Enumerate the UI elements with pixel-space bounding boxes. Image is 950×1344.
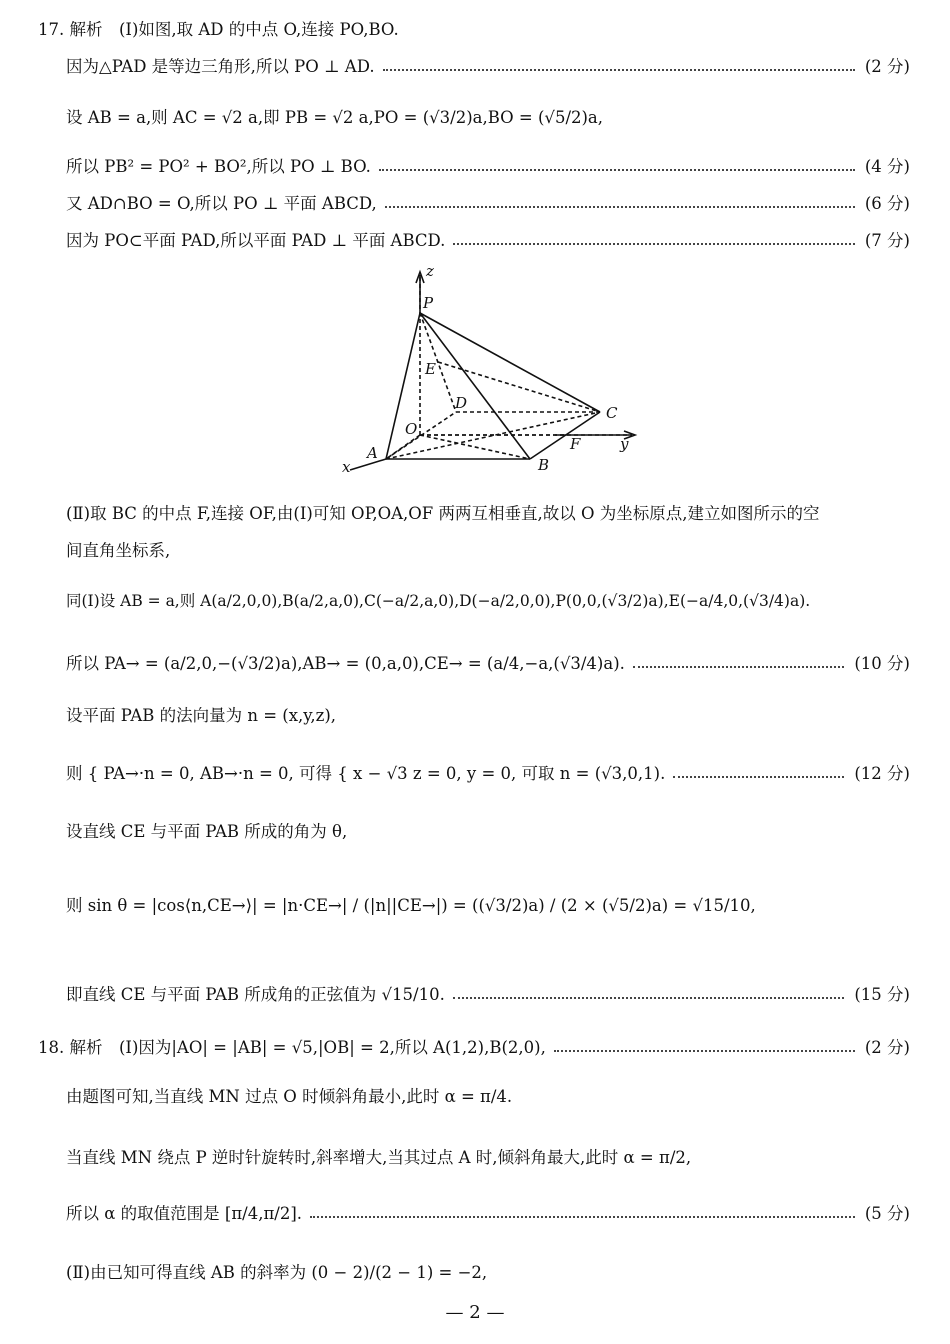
q17-angle-def: 设直线 CE 与平面 PAB 所成的角为 θ, [66,822,348,841]
score: (7 分) [864,231,910,250]
q17-normal-vector: 设平面 PAB 的法向量为 n = (x,y,z), [66,706,337,725]
q18-intro: 18. 解析 (Ⅰ)因为|AO| = |AB| = √5,|OB| = 2,所以 A(1,2),B(2,0), (2 分) [38,1038,910,1057]
score: (10 分) [854,654,910,673]
q17-sine-calc: 则 sin θ = |cos⟨n,CE→⟩| = |n·CE→| / (|n||CE→|) = ((√3/2)a) / (2 × (√5/2)a) = √15/10, [66,896,756,915]
pyramid-figure [330,262,650,482]
q17-line-3: 设 AB = a,则 AC = √2 a,即 PB = √2 a,PO = (√3/2)a,BO = (√5/2)a, [66,108,604,127]
label-F: F [570,435,581,453]
q18-part2: (Ⅱ)由已知可得直线 AB 的斜率为 (0 − 2)/(2 − 1) = −2, [66,1263,488,1282]
label-O: O [405,420,418,438]
axis-y-label: y [620,435,629,453]
score: (2 分) [864,57,910,76]
score: (2 分) [864,1038,910,1057]
q17-conclusion: 即直线 CE 与平面 PAB 所成角的正弦值为 √15/10. (15 分) [66,985,910,1004]
q17-line-5: 又 AD∩BO = O,所以 PO ⊥ 平面 ABCD, (6 分) [66,194,910,213]
q17-line-2: 因为△PAD 是等边三角形,所以 PO ⊥ AD. (2 分) [66,57,910,76]
score: (12 分) [854,764,910,783]
q18-range: 所以 α 的取值范围是 [π/4,π/2]. (5 分) [66,1204,910,1223]
axis-z-label: z [426,262,434,280]
score: (6 分) [864,194,910,213]
label-A: A [367,444,378,462]
q17-line-4: 所以 PB² = PO² + BO²,所以 PO ⊥ BO. (4 分) [66,157,910,176]
score: (15 分) [854,985,910,1004]
label-E: E [425,360,436,378]
label-B: B [538,456,550,474]
label-C: C [606,404,618,422]
page-number: — 2 — [445,1302,505,1323]
axis-x-label: x [342,458,351,476]
q17-vectors: 所以 PA→ = (a/2,0,−(√3/2)a),AB→ = (0,a,0),CE→ = (a/4,−a,(√3/4)a). (10 分) [66,654,910,673]
q18-line-3: 当直线 MN 绕点 P 逆时针旋转时,斜率增大,当其过点 A 时,倾斜角最大,此时 α = π/2, [66,1148,692,1167]
q17-part2-line-1: (Ⅱ)取 BC 的中点 F,连接 OF,由(Ⅰ)可知 OP,OA,OF 两两互相垂直,故以 O 为坐标原点,建立如图所示的空 [66,504,820,523]
label-P: P [423,294,434,312]
q18-line-2: 由题图可知,当直线 MN 过点 O 时倾斜角最小,此时 α = π/4. [66,1087,513,1106]
q17-coordinates: 同(Ⅰ)设 AB = a,则 A(a/2,0,0),B(a/2,a,0),C(−a/2,a,0),D(−a/2,0,0),P(0,0,(√3/2)a),E(−a/4,0,(√3/4)a). [66,592,811,610]
q17-intro: 17. 解析 (Ⅰ)如图,取 AD 的中点 O,连接 PO,BO. [38,20,399,39]
label-D: D [455,394,468,412]
q17-line-6: 因为 PO⊂平面 PAD,所以平面 PAD ⊥ 平面 ABCD. (7 分) [66,231,910,250]
score: (4 分) [864,157,910,176]
q17-system: 则 { PA→·n = 0, AB→·n = 0, 可得 { x − √3 z = 0, y = 0, 可取 n = (√3,0,1). (12 分) [66,764,910,783]
q17-part2-line-2: 间直角坐标系, [66,541,171,560]
score: (5 分) [864,1204,910,1223]
